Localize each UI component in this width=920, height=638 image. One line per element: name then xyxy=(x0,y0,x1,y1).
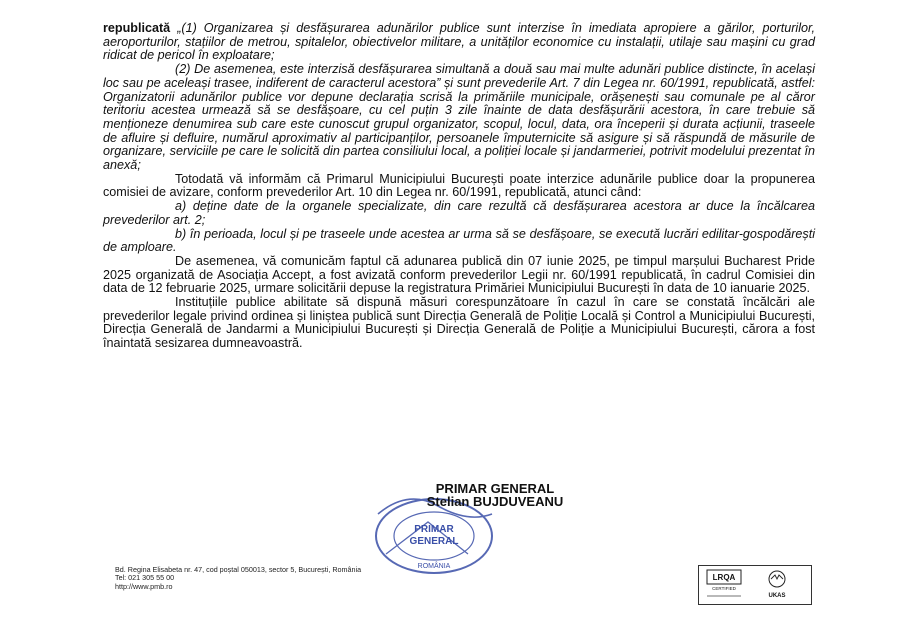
footer-address: Bd. Regina Elisabeta nr. 47, cod poștal 050013, sector 5, București, România xyxy=(115,565,362,574)
letter-body xyxy=(103,22,815,351)
paragraph-law-quote-1 xyxy=(103,22,815,63)
paragraph-law-quote-2: (2) De asemenea, este interzisă desfășurarea simultană a două sau mai multe adunări publice distincte, în același loc sau pe aceleași trasee, indiferent de caracterul acestora” și sunt prevederile Art. 7 din Legea nr. 60/1991, republicată, astfel: Organizatorii adunărilor publice vor depune declarația scrisă la primăriile municipale, orășenești sau comunale pe al căror teritoriu acestea urmează să se desfășoare, cu cel puțin 3 zile înainte de data desfășurării acestora, în care trebuie să menționeze denumirea sub care este cunoscut grupul organizator, scopul, locul, data, ora începerii și durata acțiunii, traseele de afluire și defluire, numărul aproximativ al participanților, persoanele împuternicite să asigure și să răspundă de măsurile de organizare, serviciile pe care le solicită din partea consiliului local, a poliției locale și jandarmeriei, potrivit modelului prezentat în anexă; xyxy=(103,62,815,173)
signature-block xyxy=(370,482,620,508)
stamp-text-general: GENERAL xyxy=(409,536,459,547)
ukas-logo: UKAS xyxy=(768,593,786,599)
paragraph-institutions: Instituțiile publice abilitate să dispună măsuri corespunzătoare în cazul în care se constată încălcări ale prevederilor legale privind ordinea și liniștea publică sunt Direcția Generală de Poliție Locală și Control a Municipiului București, Direcția Generală de Jandarmi a Municipiului București și Direcția Generală de Poliție a Municipiului București, cărora a fost înaintată sesizarea dumneavoastră. xyxy=(103,295,815,351)
footer-website: http://www.pmb.ro xyxy=(115,581,173,591)
paragraph-condition-b: b) în perioada, locul și pe traseele unde acestea ar urma să se desfășoare, se execută lucrări edilitar-gospodărești de amploare. xyxy=(103,226,815,255)
text-quote-1: „(1) Organizarea și desfășurarea adunărilor publice sunt interzise în imediata apropiere a gărilor, porturilor, aeroporturilor, stațiilor de metrou, spitalelor, obiectivelor militare, a unităților economice cu instalații, utilaje sau mașini cu grad ridicat de pericol în exploatare; xyxy=(103,21,815,63)
lrqa-certified-label: CERTIFIED xyxy=(712,586,736,591)
paragraph-mayor-powers: Totodată vă informăm că Primarul Municipiului București poate interzice adunările publice doar la propunerea comisiei de avizare, conform prevederilor Art. 10 din Legea nr. 60/1991, republicată, atunci când: xyxy=(103,171,815,200)
letterhead-footer xyxy=(115,566,361,591)
paragraph-pride-approval: De asemenea, vă comunicăm faptul că adunarea publică din 07 iunie 2025, pe timpul marșului Bucharest Pride 2025 organizată de Asociația Accept, a fost avizată conform prevederilor Legii nr. 60/1991 republicată, în cadrul Comisiei din data de 12 februarie 2025, urmare solicitării depuse la registratura Primăriei Municipiului București în data de 10 ianuarie 2025. xyxy=(103,253,815,296)
stamp-text-primar: PRIMAR xyxy=(414,524,454,535)
certification-logos xyxy=(698,565,812,605)
lrqa-logo: LRQA xyxy=(712,573,736,582)
text-lead: republicată xyxy=(103,21,171,35)
stamp-text-romania: ROMÂNIA xyxy=(417,563,451,570)
signatory-name: Stelian BUJDUVEANU xyxy=(426,494,564,509)
signatory-title: PRIMAR GENERAL xyxy=(435,481,555,496)
paragraph-condition-a: a) deține date de la organele specializate, din care rezultă că desfășurarea acestora ar duce la încălcarea prevederilor art. 2; xyxy=(103,199,815,227)
footer-phone: Tel: 021 305 55 00 xyxy=(115,573,175,583)
